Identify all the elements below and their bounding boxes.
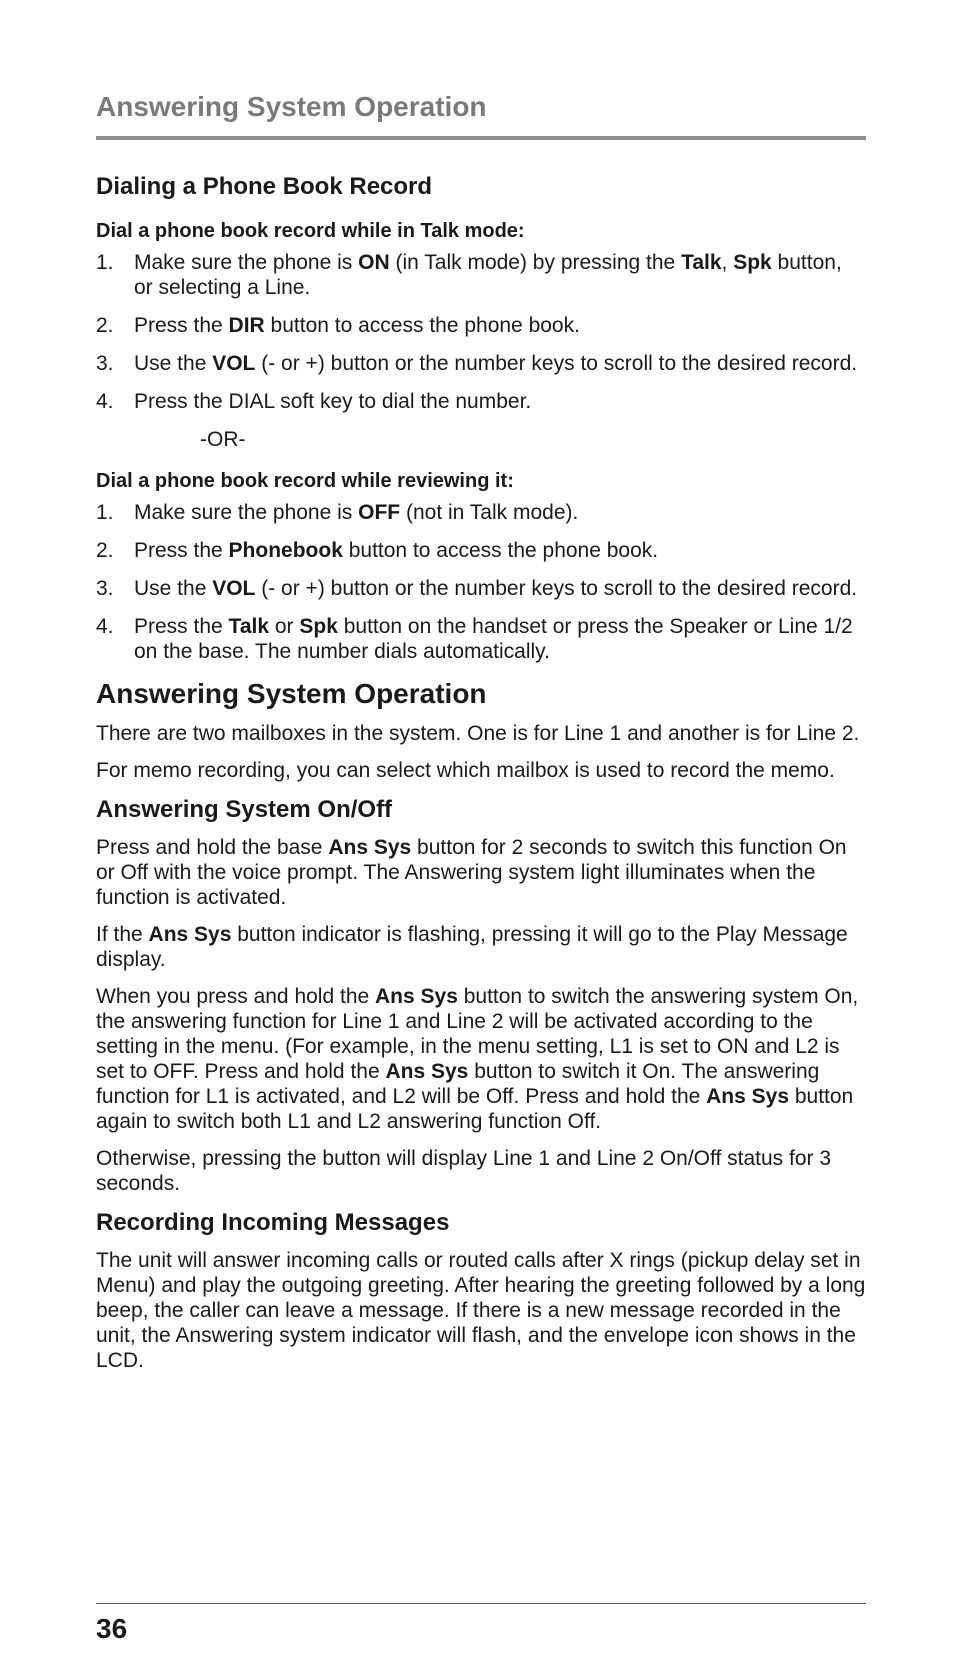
- bold-term: DIR: [228, 314, 265, 337]
- bold-term: VOL: [212, 352, 256, 375]
- step-number: 2.: [96, 314, 114, 337]
- bold-term: OFF: [358, 501, 401, 524]
- body-paragraph: If the Ans Sys button indicator is flashing, pressing it will go to the Play Message display.: [96, 923, 848, 971]
- step-item: [96, 313, 866, 338]
- body-paragraph: The unit will answer incoming calls or routed calls after X rings (pickup delay set in Menu) and play the outgoing greeting. After hearing the greeting followed by a long beep, the caller can leave a message. If there is a new message recorded in the unit, the Answering system indicator will flash, and the envelope icon shows in the LCD.: [96, 1249, 866, 1372]
- body-paragraph: For memo recording, you can select which mailbox is used to record the memo.: [96, 759, 835, 782]
- bold-term: Ans Sys: [328, 836, 412, 859]
- bold-term: Spk: [299, 615, 338, 638]
- body-paragraph: Otherwise, pressing the button will display Line 1 and Line 2 On/Off status for 3 seconds.: [96, 1147, 832, 1195]
- recording-heading: Recording Incoming Messages: [96, 1209, 450, 1236]
- body-paragraph: There are two mailboxes in the system. One is for Line 1 and another is for Line 2.: [96, 722, 860, 745]
- bold-term: Talk: [228, 615, 270, 638]
- bold-term: Spk: [733, 251, 772, 274]
- answering-section-title: Answering System Operation: [96, 678, 487, 709]
- bold-term: Ans Sys: [706, 1085, 790, 1108]
- step-text: Press the Talk or Spk button on the handset or press the Speaker or Line 1/2 on the base. The number dials automatically.: [134, 615, 853, 663]
- bold-term: Ans Sys: [385, 1060, 469, 1083]
- step-item: [96, 351, 866, 376]
- step-number: 1.: [96, 251, 114, 274]
- step-text: Make sure the phone is OFF (not in Talk mode).: [134, 501, 579, 524]
- review-mode-heading: Dial a phone book record while reviewing it:: [96, 470, 514, 492]
- step-text: Press the Phonebook button to access the phone book.: [134, 539, 659, 562]
- step-number: 1.: [96, 501, 114, 524]
- step-item: [96, 500, 866, 525]
- step-text: Make sure the phone is ON (in Talk mode) by pressing the Talk, Spk button, or selecting a Line.: [134, 251, 842, 299]
- dialing-section-title: Dialing a Phone Book Record: [96, 173, 433, 200]
- onoff-body: [96, 835, 866, 1196]
- step-text: Press the DIAL soft key to dial the number.: [134, 390, 532, 413]
- step-number: 3.: [96, 577, 114, 600]
- step-number: 2.: [96, 539, 114, 562]
- onoff-heading: Answering System On/Off: [96, 796, 393, 823]
- step-item: [96, 576, 866, 601]
- recording-body: [96, 1248, 866, 1373]
- bold-term: Ans Sys: [148, 923, 232, 946]
- page-number: 36: [96, 1613, 128, 1644]
- body-paragraph: Press and hold the base Ans Sys button for 2 seconds to switch this function On or Off with the voice prompt. The Answering system light illuminates when the function is activated.: [96, 836, 847, 909]
- manual-page: [96, 90, 866, 1385]
- bold-term: Talk: [681, 251, 722, 274]
- bold-term: Phonebook: [228, 539, 343, 562]
- step-number: 4.: [96, 615, 114, 638]
- answering-intro: [96, 721, 866, 783]
- step-text: Press the DIR button to access the phone book.: [134, 314, 580, 337]
- step-item: [96, 250, 866, 300]
- header-rule: [96, 136, 866, 140]
- bold-term: VOL: [212, 577, 256, 600]
- talk-mode-steps: [96, 250, 866, 414]
- review-mode-steps: [96, 500, 866, 664]
- step-text: Use the VOL (- or +) button or the number keys to scroll to the desired record.: [134, 352, 858, 375]
- footer-rule: [96, 1603, 866, 1604]
- or-separator: -OR-: [200, 428, 246, 451]
- body-paragraph: When you press and hold the Ans Sys button to switch the answering system On, the answering function for Line 1 and Line 2 will be activated according to the setting in the menu. (For example, in the menu setting, L1 is set to ON and L2 is set to OFF. Press and hold the Ans Sys button to switch it On. The answering function for L1 is activated, and L2 will be Off. Press and hold the Ans Sys button again to switch both L1 and L2 answering function Off.: [96, 985, 859, 1133]
- running-header: Answering System Operation: [96, 91, 487, 122]
- bold-term: ON: [358, 251, 390, 274]
- step-number: 3.: [96, 352, 114, 375]
- step-item: [96, 389, 866, 414]
- step-text: Use the VOL (- or +) button or the number keys to scroll to the desired record.: [134, 577, 858, 600]
- talk-mode-heading: Dial a phone book record while in Talk mode:: [96, 220, 525, 242]
- step-number: 4.: [96, 390, 114, 413]
- step-item: [96, 538, 866, 563]
- step-item: [96, 614, 866, 664]
- bold-term: Ans Sys: [375, 985, 458, 1008]
